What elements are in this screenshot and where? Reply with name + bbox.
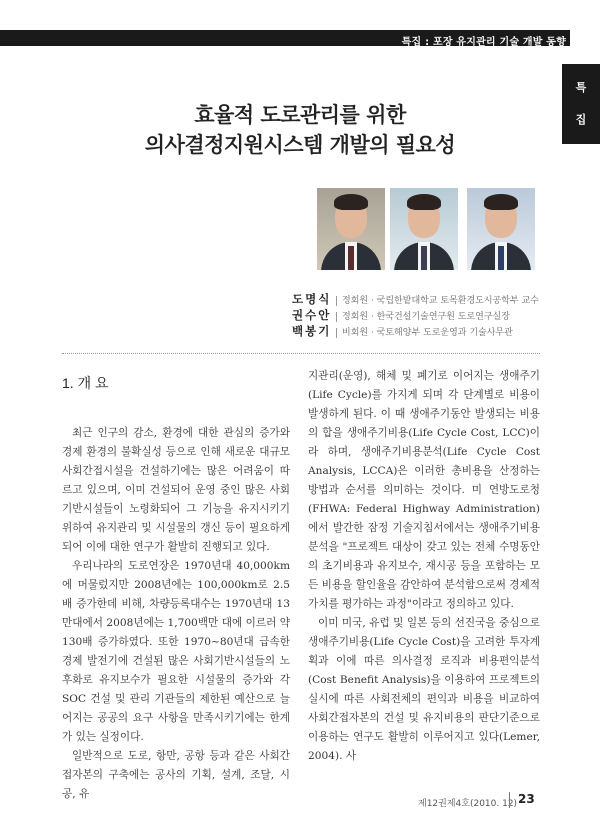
header-label: 특집 : 포장 유지관리 기술 개발 동향 (401, 37, 566, 48)
issue-info: 제12권제4호(2010. 12) (418, 799, 518, 809)
paragraph: 이미 미국, 유럽 및 일본 등의 선진국을 중심으로 생애주기비용(Life Cycle Cost)을 고려한 투자계획과 이에 따른 의사결정 로직과 비용편익분석(Cost Benefit Analysis)을 이용하여 프로젝트의 실시에 따른 사회전체의 편익과 비용을 비교하여 사회간접자본의 건설 및 유지비용의 판단기준으로 이용하는 연구도 활발히 이루어지고 있다(Lemer, 2004). 사 (308, 617, 540, 762)
title-line-1: 효율적 도로관리를 위한 (194, 103, 406, 127)
author-photo-2 (390, 188, 458, 270)
author-entry (292, 291, 539, 307)
paragraph: 일반적으로 도로, 항만, 공항 등과 같은 사회간접자본의 구축에는 공사의 기획, 설계, 조달, 시공, 유 (62, 750, 290, 800)
title-line-2: 의사결정지원시스템 개발의 필요성 (144, 133, 456, 157)
divider (62, 353, 540, 354)
side-tab-char: 특 (575, 81, 587, 94)
paragraph: 최근 인구의 감소, 환경에 대한 관심의 증가와 경제 환경의 불확실성 등으로 인해 새로운 대규모 사회간접시설을 건설하기에는 많은 어려움이 따르고 있으며, 이미 건설되어 운영 중인 많은 사회기반시설들이 노령화되어 그 기능을 유지시키기 위하여 유지관리 및 시설물의 갱신 등이 필요하게 되어 이에 대한 연구가 활발히 진행되고 있다. (62, 427, 290, 553)
paragraph: 우리나라의 도로연장은 1970년대 40,000km에 머물렀지만 2008년에는 100,000km로 2.5배 증가한데 비해, 차량등록대수는 1970년대 13만대에서 2008년에는 1,700백만 대에 이르러 약 130배 증가하였다. 또한 1970~80년대 급속한 경제 발전기에 건설된 많은 사회기반시설들의 노후화로 유지보수가 필요한 시설물의 증가와 각 SOC 건설 및 관리 기관들의 제한된 예산으로 늘어지는 공공의 요구 사항을 만족시키기에는 한계가 있는 실정이다. (62, 560, 290, 743)
author-photo-3 (467, 188, 535, 270)
author-name: 도명식 (292, 292, 332, 306)
author-affiliation: 정회원 · 국립한밭대학교 토목환경도시공학부 교수 (336, 296, 539, 306)
author-name: 백봉기 (292, 324, 332, 338)
author-entry (292, 323, 513, 339)
body-column-left (62, 424, 290, 804)
section-heading: 1. 개 요 (62, 375, 109, 391)
paragraph: 지관리(운영), 해체 및 폐기로 이어지는 생애주기(Life Cycle)를 가지게 되며 각 단계별로 비용이 발생하게 된다. 이 때 생애주기동안 발생되는 비용의 합을 생애주기비용(Life Cycle Cost, LCC)이라 하며, 생애주기비용분석(Life Cycle Cost Analysis, LCCA)은 이러한 총비용을 산정하는 방법과 순서를 의미하는 것이다. 미 연방도로청(FHWA: Federal Highway Administration)에서 발간한 잠정 기술지침서에서는 생애주기비용분석을 "프로젝트 대상이 갖고 있는 전체 수명동안의 초기비용과 유지보수, 재시공 등을 포함하는 모든 비용을 할인율을 감안하여 분석함으로써 경제적 가치를 평가하는 과정"이라고 정의하고 있다. (308, 370, 540, 610)
article-title (0, 100, 600, 160)
side-tab-char: 집 (575, 113, 587, 126)
body-column-right (308, 367, 540, 766)
author-photo-1 (317, 188, 385, 270)
author-affiliation: 비회원 · 국토해양부 도로운영과 기술사무관 (336, 328, 513, 338)
author-entry (292, 307, 510, 323)
author-name: 권수안 (292, 308, 332, 322)
page-number: 23 (518, 792, 535, 806)
author-affiliation: 정회원 · 한국건설기술연구원 도로연구실장 (336, 312, 510, 322)
footer-divider (509, 792, 510, 808)
